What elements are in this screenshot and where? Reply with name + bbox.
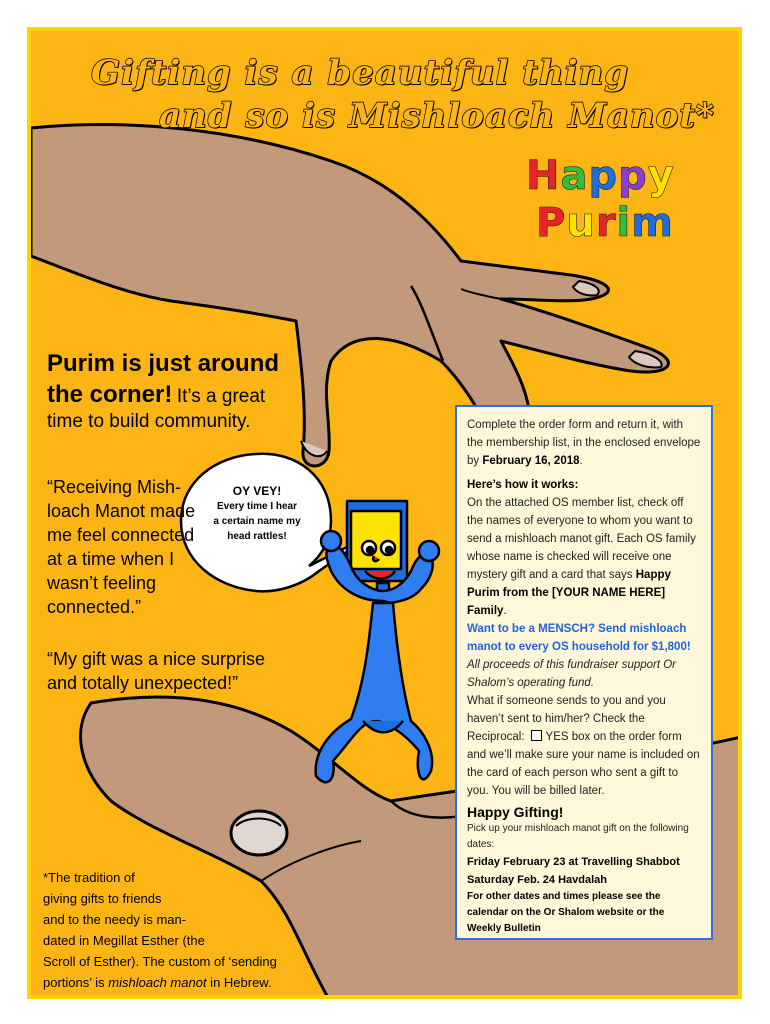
happy-letter: H	[526, 153, 561, 199]
poster	[27, 27, 742, 999]
footnote-line: dated in Megillat Esther (the	[43, 933, 205, 948]
other-dates-note: For other dates and times please see the calendar on the Or Shalom website or the Weekly Bulletin	[467, 891, 665, 934]
how-end: .	[503, 605, 507, 617]
how-text: On the attached OS member list, check off the names of everyone to whom you want to send a mishloach manot gift. Each OS family whose name is checked will receive one mystery gift and a card that says	[467, 497, 696, 581]
how-bold: Happy Purim from the [YOUR NAME HERE] Family	[467, 569, 671, 617]
box-intro-end: .	[579, 455, 583, 467]
purim-letter: u	[566, 200, 596, 246]
footnote-line: *The tradition of	[43, 870, 135, 885]
happy-letter: p	[588, 153, 619, 199]
title-line-2: and so is Mishloach Manot*	[159, 96, 715, 136]
happy-word	[526, 154, 675, 198]
purim-letter: P	[536, 200, 567, 246]
reciprocal-a: What if someone sends to you and you haven’t sent to him/her? Check the Reciprocal:	[467, 695, 666, 743]
proceeds-note: All proceeds of this fundraiser support Or Shalom’s operating fund.	[467, 659, 677, 689]
footnote	[43, 867, 293, 993]
footnote-line	[43, 972, 293, 993]
purim-letter: i	[616, 200, 632, 246]
lead-text	[47, 348, 297, 434]
footnote-line: Scroll of Esther). The custom of ‘sending	[43, 954, 277, 969]
pickup-date-1: Friday February 23 at Travelling Shabbot	[467, 856, 680, 868]
happy-gifting: Happy Gifting!	[467, 804, 564, 820]
purim-letter: r	[595, 200, 617, 246]
reciprocal-text	[467, 692, 701, 800]
how-it-works-text	[467, 494, 701, 620]
quote-2: “My gift was a nice surprise and totally unexpected!”	[47, 649, 266, 693]
footnote-term: mishloach manot	[108, 975, 207, 990]
pickup-text: Pick up your mishloach manot gift on the following dates:	[467, 823, 689, 850]
footnote-text: in Hebrew.	[206, 975, 272, 990]
box-intro-text: Complete the order form and return it, with the membership list, in the enclosed envelope by	[467, 419, 701, 467]
checkbox-icon	[531, 730, 542, 741]
purim-word	[536, 201, 674, 245]
pickup-date-2: Saturday Feb. 24 Havdalah	[467, 874, 607, 886]
bubble-body: Every time I hear a certain name my head rattles!	[213, 501, 301, 542]
happy-letter: p	[618, 153, 648, 199]
box-intro	[467, 416, 701, 470]
how-it-works-title: Here’s how it works:	[467, 479, 579, 491]
reciprocal-b: YES box on the order form and we’ll make sure your name is included on the card of each person who sent a gift to you. You will be billed later.	[467, 731, 700, 797]
purim-letter: m	[631, 200, 674, 246]
order-info-box	[455, 405, 713, 940]
footnote-line: giving gifts to friends	[43, 891, 162, 906]
lead-rest: It’s a great time to build community.	[47, 386, 266, 432]
lead-heading: Purim is just around the corner!	[47, 350, 280, 408]
footnote-text: portions’ is	[43, 975, 109, 990]
box-intro-date: February 16, 2018	[482, 455, 580, 467]
speech-bubble-text	[213, 484, 301, 544]
bubble-exclaim: OY VEY!	[232, 484, 282, 498]
title-line-1: Gifting is a beautiful thing	[91, 53, 629, 93]
happy-letter: y	[647, 153, 675, 199]
footnote-line: and to the needy is man-	[43, 912, 187, 927]
happy-letter: a	[560, 153, 589, 199]
quote-1: “Receiving Mish-loach Manot made me feel connected at a time when I wasn’t feeling connected.”	[47, 477, 196, 617]
dancing-figure-graphic	[316, 501, 441, 782]
mensch-offer: Want to be a MENSCH? Send mishloach manot to every OS household for $1,800!	[467, 623, 691, 653]
